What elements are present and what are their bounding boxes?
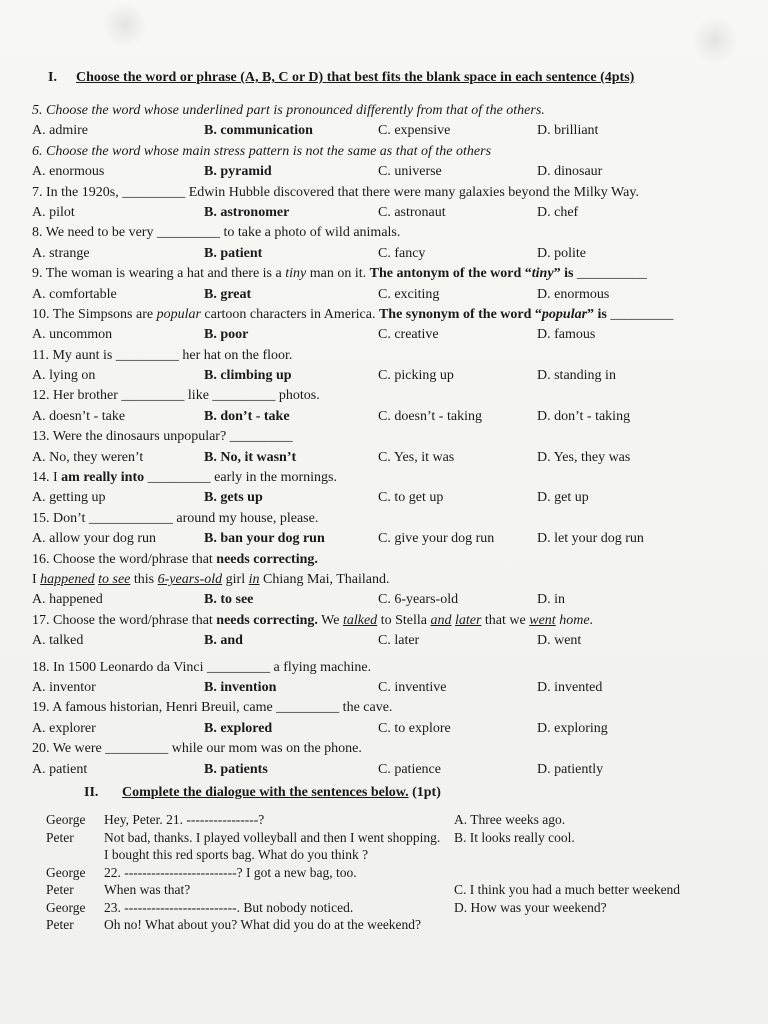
option-c: C. creative — [378, 327, 439, 343]
question-stem — [32, 658, 722, 678]
option-row — [32, 590, 722, 610]
text-run: 9. The woman is wearing a hat and there is a — [32, 266, 286, 282]
question-list — [32, 101, 722, 780]
text-run: needs correcting. — [216, 551, 318, 567]
speaker-name: Peter — [46, 882, 74, 897]
option-c: C. to get up — [378, 490, 444, 506]
question-stem — [32, 427, 722, 447]
option-c: C. fancy — [378, 245, 426, 261]
text-run: tiny — [285, 266, 307, 282]
question-stem — [32, 346, 722, 366]
option-row — [32, 529, 722, 549]
option-d: D. dinosaur — [537, 164, 603, 180]
option-row — [32, 162, 722, 182]
part2-points: (1pt) — [408, 785, 441, 800]
text-run: 16. Choose the word/phrase that — [32, 551, 217, 567]
question-stem — [32, 739, 722, 759]
text-run: 6-years-old — [157, 571, 223, 587]
text-run: and — [430, 612, 452, 628]
text-run: 5. Choose the word whose underlined part is pronounced differently from that of the others. — [32, 103, 545, 118]
utterance: When was that? — [104, 882, 191, 897]
utterance: Oh no! What about you? What did you do at the weekend? — [104, 917, 422, 932]
question-stem — [32, 183, 722, 203]
option-b: B. to see — [204, 592, 254, 608]
part2-heading — [84, 785, 441, 801]
text-run: _________ early in the mornings. — [144, 470, 338, 486]
part1-heading — [48, 70, 634, 86]
question-stem — [32, 468, 722, 488]
speaker-name: George — [46, 899, 86, 915]
answer-options — [454, 811, 680, 916]
option-row — [32, 488, 722, 508]
text-run: cartoon characters in America. — [200, 306, 379, 322]
text-run: 13. Were the dinosaurs unpopular? _________ — [32, 429, 293, 445]
text-run: 18. In 1500 Leonardo da Vinci _________ a flying machine. — [32, 659, 372, 675]
option-d: D. let your dog run — [537, 531, 644, 547]
dialogue-line — [46, 864, 446, 882]
option-d: D. in — [537, 592, 565, 608]
text-run: 8. We need to be very _________ to take a photo of wild animals. — [32, 225, 401, 241]
option-d: D. standing in — [537, 368, 616, 384]
option-a: A. allow your dog run — [32, 531, 157, 547]
text-run: popular — [156, 306, 201, 322]
option-d: D. brilliant — [537, 123, 599, 139]
text-run: happened — [40, 571, 95, 587]
text-run: this — [130, 571, 158, 587]
text-run: Chiang Mai, Thailand. — [259, 571, 390, 587]
option-a: A. strange — [32, 245, 90, 261]
text-run: 12. Her brother _________ like _________ photos. — [32, 388, 320, 404]
text-run: am really into — [61, 470, 145, 486]
option-b: B. ban your dog run — [204, 531, 325, 547]
option-row — [32, 719, 722, 739]
part1-number: I. — [48, 70, 57, 85]
option-row — [32, 407, 722, 427]
option-b: B. pyramid — [204, 164, 272, 180]
text-run: to see — [98, 571, 131, 587]
answer-option: B. It looks really cool. — [454, 829, 575, 845]
text-run: later — [454, 612, 482, 628]
utterance: Not bad, thanks. I played volleyball and then I went shopping. I bought this red sports bag. What do you think ? — [104, 829, 441, 862]
text-run: The synonym of the word “ — [378, 306, 542, 322]
dialogue-line — [46, 916, 446, 934]
speaker-name: George — [46, 812, 86, 827]
question-stem — [32, 264, 722, 284]
option-row — [32, 244, 722, 264]
option-a: A. pilot — [32, 204, 75, 220]
option-row — [32, 121, 722, 141]
answer-option: C. I think you had a much better weekend — [454, 882, 681, 897]
option-c: C. universe — [378, 164, 442, 180]
text-run: 17. Choose the word/phrase that — [32, 612, 217, 628]
text-run: 11. My aunt is _________ her hat on the floor. — [32, 347, 293, 363]
option-c: C. to explore — [378, 720, 451, 736]
text-run: girl — [222, 571, 249, 587]
question-stem — [32, 698, 722, 718]
text-run: 15. Don’t ____________ around my house, please. — [32, 510, 319, 526]
option-b: B. poor — [204, 327, 249, 343]
dialogue-line — [46, 811, 446, 829]
dialogue-line — [46, 829, 446, 864]
text-run: 19. A famous historian, Henri Breuil, came _________ the cave. — [32, 700, 393, 716]
part1-title: Choose the word or phrase (A, B, C or D) that best fits the blank space in each sentence (4pts) — [76, 70, 635, 85]
text-run: went — [529, 612, 556, 628]
speaker-name: George — [46, 864, 86, 880]
option-b: B. patients — [204, 761, 268, 777]
option-d: D. famous — [537, 327, 596, 343]
option-c: C. expensive — [378, 123, 451, 139]
option-b: B. No, it wasn’t — [204, 449, 297, 465]
option-c: C. patience — [378, 761, 441, 777]
option-b: B. astronomer — [204, 204, 290, 220]
dialogue-line — [46, 899, 446, 917]
option-d: D. polite — [537, 245, 586, 261]
option-c: C. picking up — [378, 368, 454, 384]
option-d: D. chef — [537, 204, 579, 220]
option-a: A. doesn’t - take — [32, 408, 126, 424]
part2-number: II. — [84, 785, 99, 800]
option-a: A. uncommon — [32, 327, 113, 343]
option-d: D. exploring — [537, 720, 608, 736]
utterance: Hey, Peter. 21. ----------------? — [104, 812, 265, 827]
option-a: A. lying on — [32, 368, 96, 384]
speaker-name: Peter — [46, 829, 74, 845]
text-run: talked — [342, 612, 378, 628]
option-a: A. comfortable — [32, 286, 117, 302]
option-a: A. admire — [32, 123, 88, 139]
option-c: C. 6-years-old — [378, 592, 459, 608]
question-sentence — [32, 570, 722, 590]
question-stem — [32, 386, 722, 406]
answer-option: A. Three weeks ago. — [454, 812, 566, 827]
dialogue — [46, 811, 446, 934]
option-b: B. explored — [204, 720, 273, 736]
option-a: A. No, they weren’t — [32, 449, 144, 465]
option-row — [32, 285, 722, 305]
option-b: B. don’t - take — [204, 408, 290, 424]
text-run: 14. I — [32, 470, 62, 486]
question-stem — [32, 509, 722, 529]
question-stem — [32, 550, 722, 570]
question-stem — [32, 611, 722, 631]
option-b: B. patient — [204, 245, 263, 261]
option-c: C. later — [378, 633, 420, 649]
option-c: C. Yes, it was — [378, 449, 455, 465]
option-a: A. inventor — [32, 679, 96, 695]
question-stem — [32, 101, 722, 121]
faded-stamp-mark — [690, 18, 740, 63]
text-run: __________ — [573, 266, 647, 282]
option-c: C. exciting — [378, 286, 440, 302]
option-row — [32, 678, 722, 698]
text-run: 7. In the 1920s, _________ Edwin Hubble discovered that there were many galaxies beyond the Milky Way. — [32, 184, 639, 200]
question-stem — [32, 223, 722, 243]
text-run: man on it. — [306, 266, 370, 282]
option-row — [32, 631, 722, 651]
text-run: 6. Choose the word whose main stress pattern is not the same as that of the others — [32, 143, 492, 159]
text-run: home — [559, 612, 590, 628]
option-d: D. don’t - taking — [537, 408, 631, 424]
text-run: 10. The Simpsons are — [32, 306, 157, 322]
text-run: 20. We were _________ while our mom was on the phone. — [32, 741, 362, 757]
text-run: that we — [481, 612, 530, 628]
option-a: A. talked — [32, 633, 84, 649]
option-b: B. invention — [204, 679, 277, 695]
option-c: C. give your dog run — [378, 531, 495, 547]
option-b: B. communication — [204, 123, 313, 139]
option-d: D. invented — [537, 679, 603, 695]
text-run: needs correcting. — [216, 612, 318, 628]
utterance: 23. -------------------------. But nobody noticed. — [104, 899, 354, 915]
option-c: C. doesn’t - taking — [378, 408, 482, 424]
option-a: A. happened — [32, 592, 103, 608]
option-row — [32, 448, 722, 468]
option-a: A. patient — [32, 761, 88, 777]
option-b: B. climbing up — [204, 368, 292, 384]
option-row — [32, 366, 722, 386]
option-d: D. patiently — [537, 761, 604, 777]
option-b: B. gets up — [204, 490, 263, 506]
answer-option: D. How was your weekend? — [454, 899, 607, 915]
text-run: We — [317, 612, 343, 628]
text-run: _________ — [606, 306, 674, 322]
option-c: C. inventive — [378, 679, 447, 695]
option-a: A. explorer — [32, 720, 96, 736]
option-b: B. great — [204, 286, 252, 302]
text-run: tiny — [531, 266, 554, 282]
option-row — [32, 760, 722, 780]
text-run: in — [248, 571, 260, 587]
text-run: . — [589, 612, 594, 628]
dialogue-line — [46, 881, 446, 899]
text-run: ” is — [553, 266, 574, 282]
option-row — [32, 203, 722, 223]
option-a: A. getting up — [32, 490, 106, 506]
option-d: D. get up — [537, 490, 589, 506]
option-d: D. Yes, they was — [537, 449, 631, 465]
speaker-name: Peter — [46, 917, 74, 932]
option-d: D. enormous — [537, 286, 610, 302]
text-run: popular — [541, 306, 588, 322]
text-run: The antonym of the word “ — [369, 266, 532, 282]
text-run: ” is — [587, 306, 607, 322]
utterance: 22. -------------------------? I got a new bag, too. — [104, 864, 357, 880]
option-row — [32, 325, 722, 345]
text-run: to Stella — [377, 612, 431, 628]
text-run: I — [32, 571, 41, 587]
option-d: D. went — [537, 633, 582, 649]
faded-stamp-mark — [100, 5, 150, 45]
option-c: C. astronaut — [378, 204, 446, 220]
question-stem — [32, 142, 722, 162]
option-a: A. enormous — [32, 164, 105, 180]
part2-title: Complete the dialogue with the sentences below. — [122, 785, 409, 800]
option-b: B. and — [204, 633, 243, 649]
question-stem — [32, 305, 722, 325]
